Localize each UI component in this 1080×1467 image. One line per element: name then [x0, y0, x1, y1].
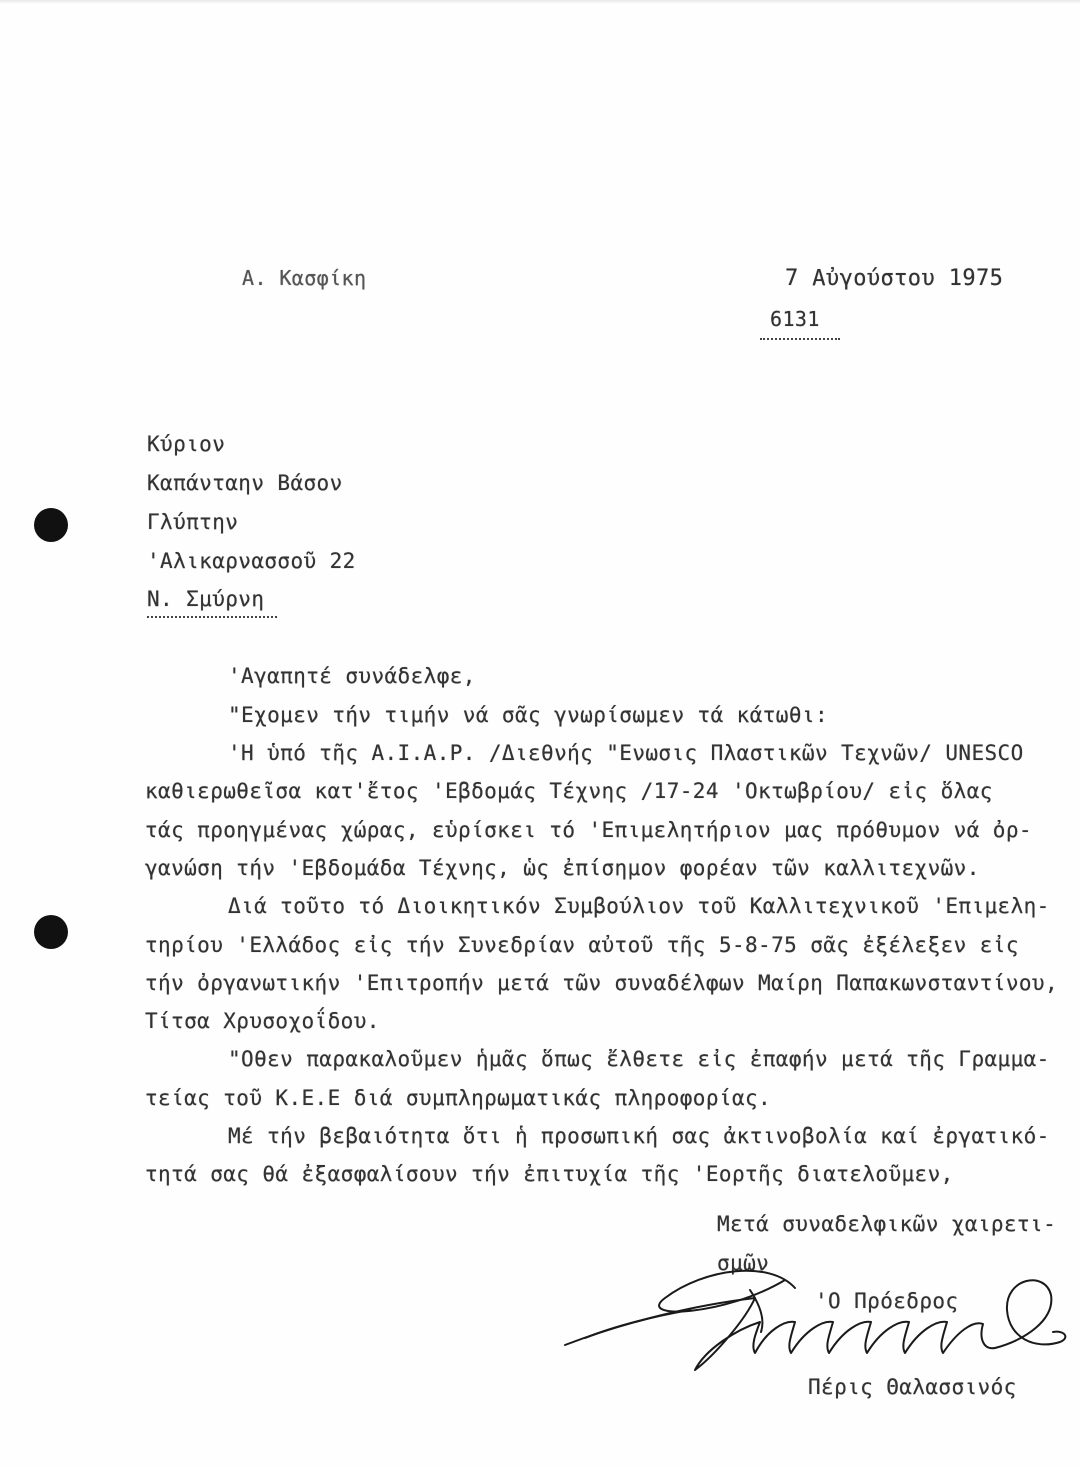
signatory-role: 'Ο Πρόεδρος [815, 1289, 959, 1313]
signatory-name: Πέρις Θαλασσινός [808, 1375, 1017, 1399]
recipient-city-underline [147, 616, 277, 618]
handwritten-signature [555, 1250, 1075, 1390]
paragraph2-line2: τηρίου 'Ελλάδος εἰς τήν Συνεδρίαν αὐτοῦ τῆς 5-8-75 σᾶς ἐξέλεξεν εἰς [145, 933, 1019, 957]
reference-number: 6131 [770, 307, 820, 331]
signature-tail [585, 1310, 690, 1338]
closing-greeting-line2: σμῶν [717, 1251, 770, 1275]
paragraph3-line1: "Οθεν παρακαλοῦμεν ἡμᾶς ὅπως ἔλθετε εἰς ἐπαφήν μετά τῆς Γραμμα- [228, 1047, 1050, 1071]
signature-main-stroke [565, 1298, 995, 1370]
paragraph1-line2: καθιερωθεῖσα κατ'ἔτος 'Εβδομάς Τέχνης /17-24 'Οκτωβρίου/ εἰς ὅλας [145, 779, 993, 803]
salutation: 'Αγαπητέ συνάδελφε, [228, 664, 476, 688]
intro-line: "Εχομεν τήν τιμήν νά σᾶς γνωρίσωμεν τά κάτωθι: [228, 703, 828, 727]
recipient-profession: Γλύπτην [147, 510, 239, 534]
paragraph2-line4: Τίτσα Χρυσοχοΐδου. [145, 1009, 380, 1033]
recipient-name: Καπάνταην Βάσον [147, 471, 343, 495]
paragraph4-line2: τητά σας θά ἐξασφαλίσουν τήν ἐπιτυχία τῆς 'Εορτῆς διατελοῦμεν, [145, 1162, 954, 1186]
paragraph2-line3: τήν ὀργανωτικήν 'Επιτροπήν μετά τῶν συναδέλφων Μαίρη Παπακωνσταντίνου, [145, 971, 1059, 995]
signature-loop-right [995, 1280, 1065, 1348]
punch-hole-lower [34, 915, 68, 949]
paragraph1-line1: 'Η ὑπό τῆς Α.Ι.Α.Ρ. /Διεθνής "Ενωσις Πλαστικῶν Τεχνῶν/ UNESCO [228, 741, 1024, 765]
recipient-city: Ν. Σμύρνη [147, 587, 265, 611]
reference-underline [760, 338, 840, 340]
paragraph2-line1: Διά τοῦτο τό Διοικητικόν Συμβούλιον τοῦ Καλλιτεχνικοῦ 'Επιμελη- [228, 894, 1050, 918]
signature-loop-upper [659, 1271, 795, 1312]
recipient-street: 'Αλικαρνασσοῦ 22 [147, 549, 356, 573]
file-label: Α. Κασφίκη [242, 266, 367, 290]
letter-date: 7 Αὐγούστου 1975 [785, 266, 1004, 291]
paragraph4-line1: Μέ τήν βεβαιότητα ὅτι ἡ προσωπική σας ἀκτινοβολία καί ἐργατικό- [228, 1124, 1050, 1148]
recipient-salutation-title: Κύριον [147, 432, 226, 456]
paragraph1-line4: γανώση τήν 'Εβδομάδα Τέχνης, ὡς ἐπίσημον φορέαν τῶν καλλιτεχνῶν. [145, 856, 980, 880]
punch-hole-upper [34, 508, 68, 542]
closing-greeting-line1: Μετά συναδελφικῶν χαιρετι- [717, 1212, 1057, 1236]
paragraph3-line2: τείας τοῦ Κ.Ε.Ε διά συμπληρωματικάς πληροφορίας. [145, 1086, 772, 1110]
top-edge-shadow [0, 0, 1080, 4]
paragraph1-line3: τάς προηγμένας χώρας, εὑρίσκει τό 'Επιμελητήριον μας πρόθυμον νά ὀρ- [145, 818, 1032, 842]
